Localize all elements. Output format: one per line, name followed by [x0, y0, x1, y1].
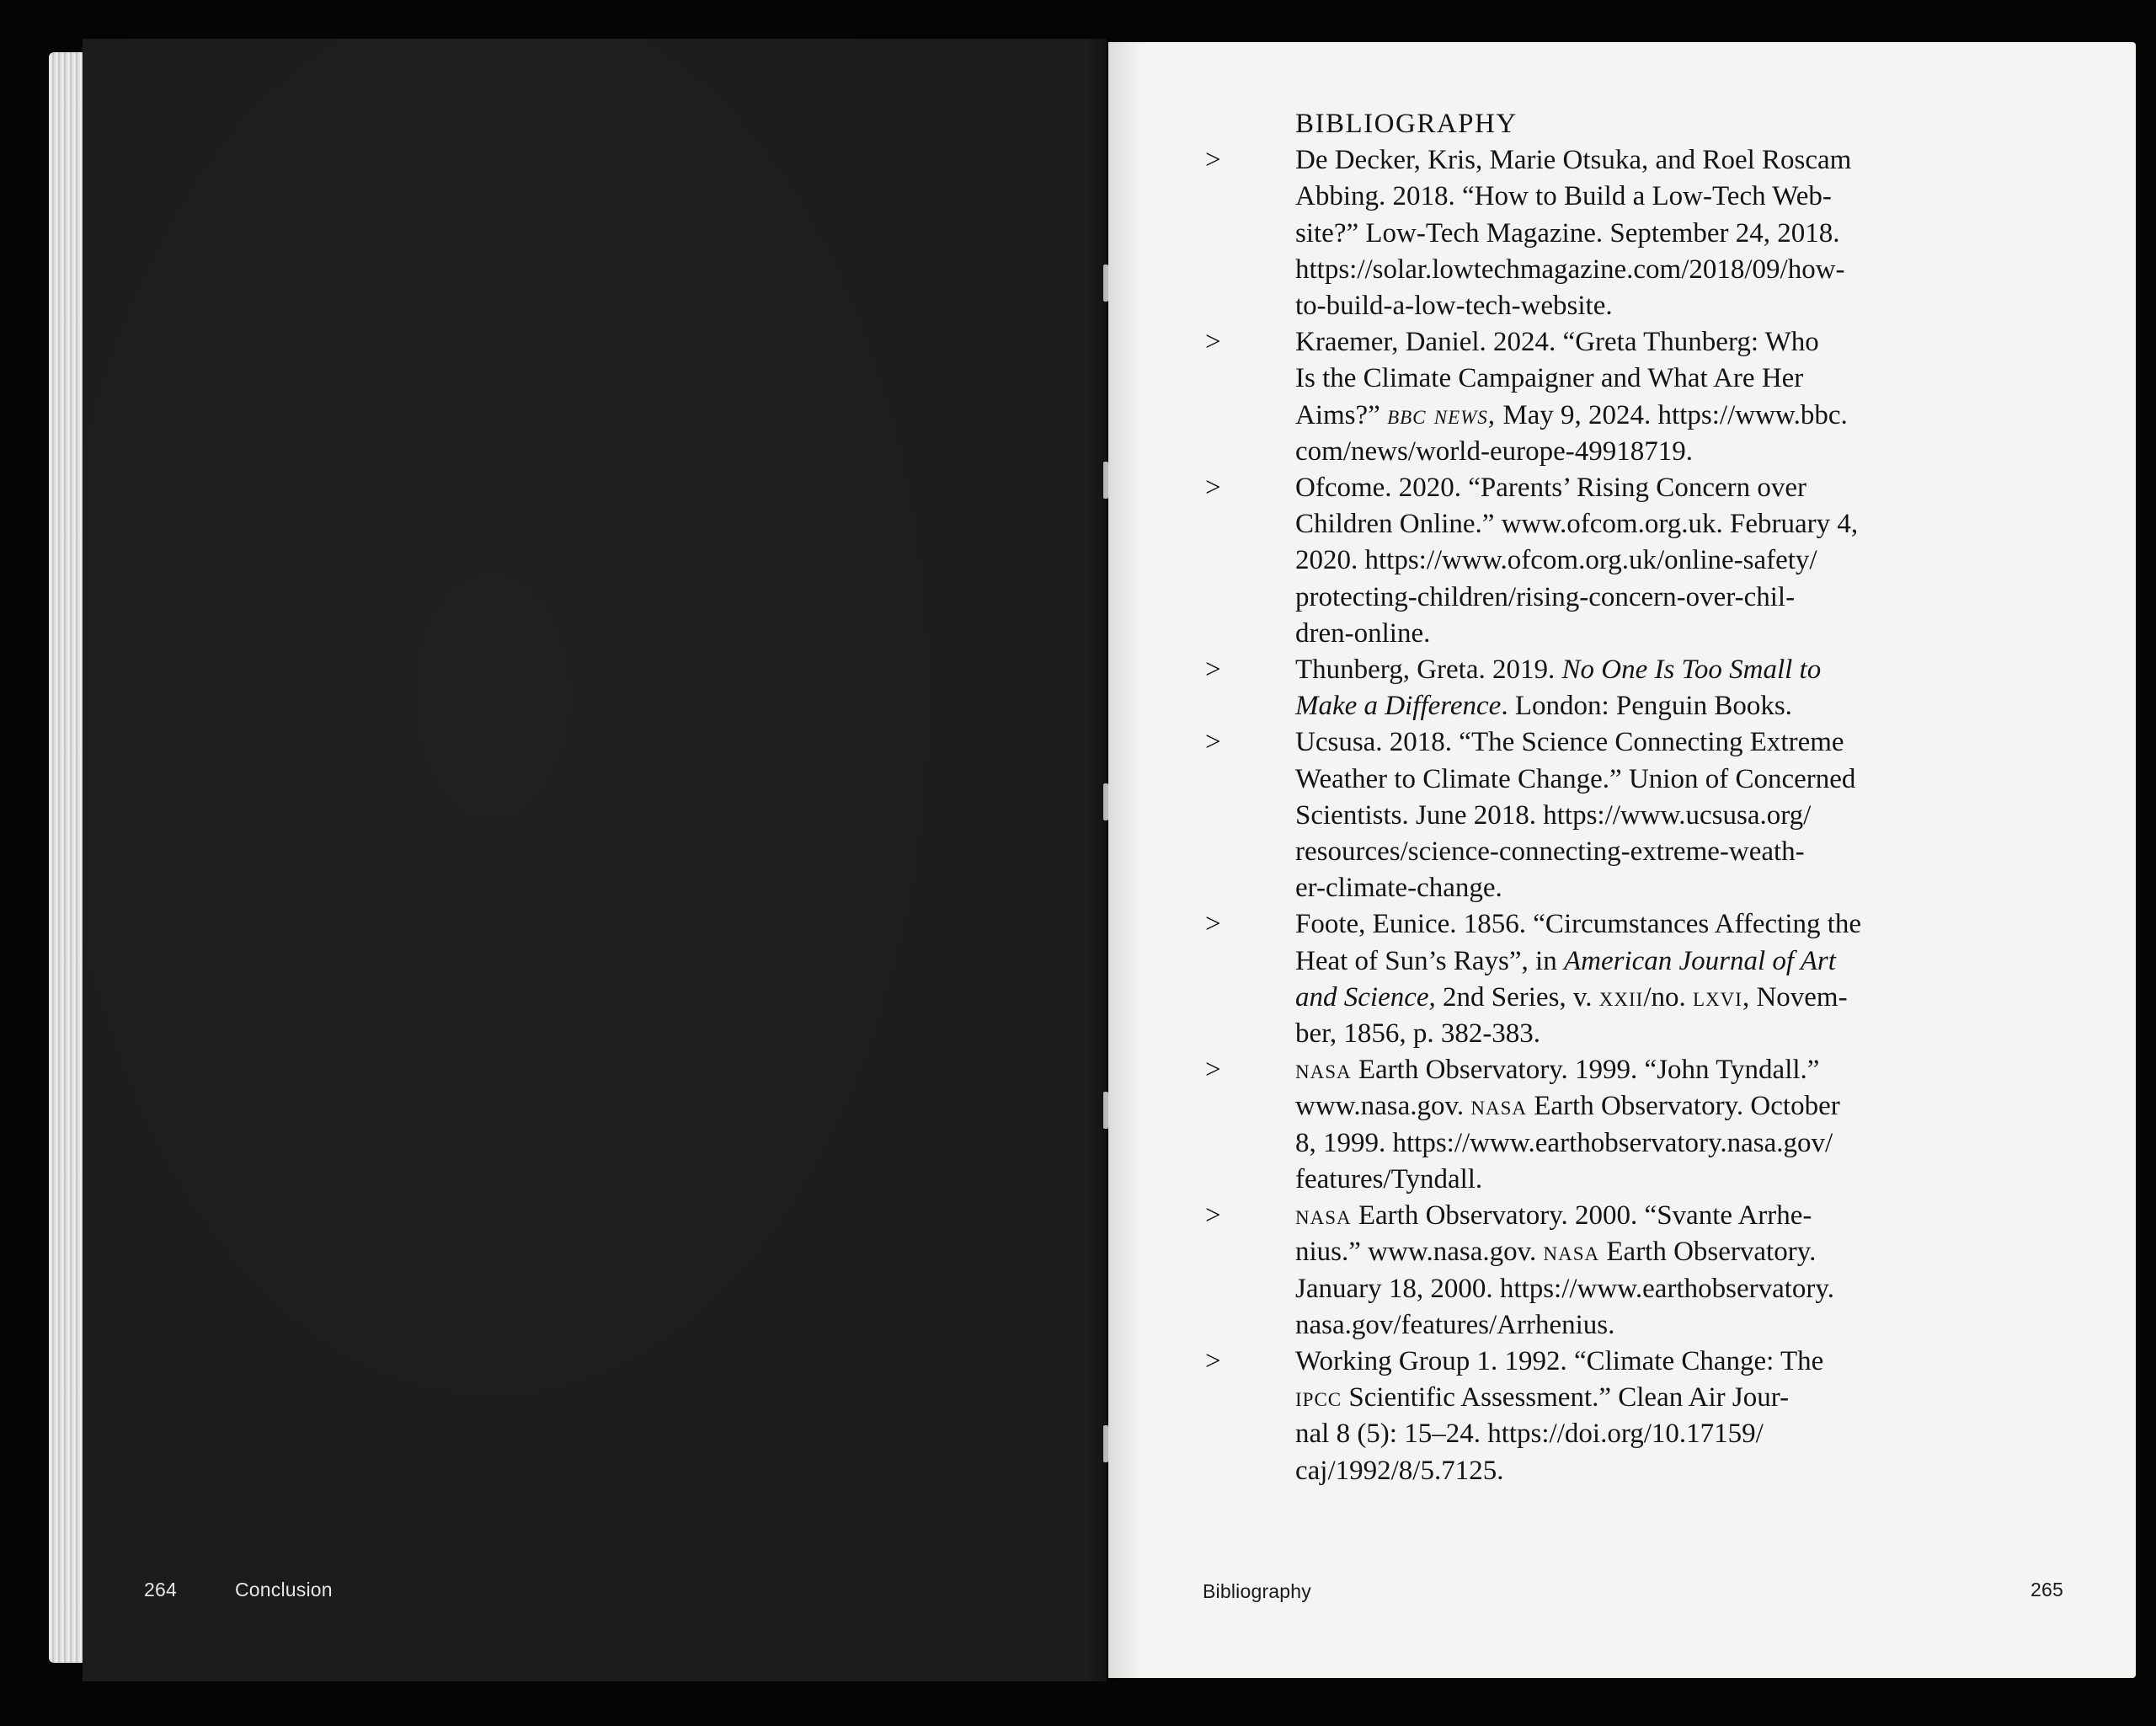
- bibliography-entry: [1205, 470, 1986, 652]
- entry-line: [1295, 398, 1986, 434]
- entry-line: com/news/world-europe-49918719.: [1295, 436, 1693, 467]
- bibliography-entry: [1205, 142, 1986, 324]
- text-run: Earth Observatory. 1999. “John Tyndall.”: [1351, 1055, 1820, 1086]
- small-caps-run: nasa: [1295, 1200, 1352, 1232]
- arrow-marker: >: [1205, 145, 1221, 176]
- bibliography: [1205, 106, 1986, 1489]
- entry-line: [1295, 688, 1986, 724]
- entry-line: https://solar.lowtechmagazine.com/2018/09/how-: [1295, 254, 1845, 285]
- entry-line: Scientists. June 2018. https://www.ucsusa.org/: [1295, 799, 1812, 831]
- entry-line: De Decker, Kris, Marie Otsuka, and Roel Roscam: [1295, 145, 1852, 176]
- left-page-number: 264: [144, 1579, 177, 1600]
- small-caps-run: lxvi: [1693, 981, 1742, 1013]
- arrow-marker: >: [1205, 473, 1221, 504]
- text-run: /no.: [1643, 981, 1693, 1013]
- entry-line: features/Tyndall.: [1295, 1163, 1483, 1194]
- entry-line: [1295, 1088, 1986, 1125]
- left-page: [83, 39, 1107, 1681]
- entry-line: er-climate-change.: [1295, 873, 1502, 904]
- italic-title: bbc news,: [1387, 399, 1497, 430]
- entry-line: resources/science-connecting-extreme-weath-: [1295, 836, 1805, 868]
- bibliography-entry: [1205, 1052, 1986, 1198]
- entry-line: [1295, 652, 1986, 688]
- text-run: Heat of Sun’s Rays”, in: [1295, 945, 1564, 976]
- arrow-marker: >: [1205, 1055, 1221, 1086]
- entry-line: [1295, 980, 1986, 1016]
- bibliography-entry: [1205, 324, 1986, 470]
- text-run: Earth Observatory. October: [1526, 1091, 1840, 1122]
- entry-line: January 18, 2000. https://www.earthobservatory.: [1295, 1273, 1835, 1304]
- italic-title: Make a Difference: [1295, 691, 1502, 722]
- text-run: Aims?”: [1295, 399, 1388, 430]
- arrow-marker: >: [1205, 909, 1221, 940]
- italic-title: American Journal of Art: [1563, 945, 1836, 976]
- text-run: www.nasa.gov.: [1295, 1091, 1471, 1122]
- entry-line: protecting-children/rising-concern-over-chil-: [1295, 581, 1796, 612]
- entry-line: Foote, Eunice. 1856. “Circumstances Affecting the: [1295, 909, 1862, 940]
- entry-line: Children Online.” www.ofcom.org.uk. February 4,: [1295, 509, 1859, 540]
- entry-line: [1295, 1198, 1986, 1234]
- italic-title: No One Is Too Small to: [1561, 655, 1822, 686]
- arrow-marker: >: [1205, 1200, 1221, 1232]
- entry-line: Working Group 1. 1992. “Climate Change: The: [1295, 1345, 1824, 1376]
- text-run: Earth Observatory.: [1599, 1237, 1817, 1268]
- arrow-marker: >: [1205, 1345, 1221, 1376]
- entry-line: caj/1992/8/5.7125.: [1295, 1455, 1504, 1486]
- text-run: nius.” www.nasa.gov.: [1295, 1237, 1544, 1268]
- binding-stitch: [1103, 462, 1108, 499]
- italic-title: and Science,: [1295, 981, 1436, 1013]
- text-run: 2nd Series, v.: [1435, 981, 1599, 1013]
- entry-line: nasa.gov/features/Arrhenius.: [1295, 1309, 1615, 1340]
- entry-line: 2020. https://www.ofcom.org.uk/online-safety/: [1295, 545, 1817, 576]
- text-run: Earth Observatory. 2000. “Svante Arrhe-: [1351, 1200, 1812, 1232]
- text-run: , Novem-: [1742, 981, 1848, 1013]
- small-caps-run: xxii: [1598, 981, 1644, 1013]
- text-run: Scientific Assessment.” Clean Air Jour-: [1342, 1382, 1790, 1413]
- binding-stitch: [1103, 1092, 1108, 1129]
- entry-line: [1295, 943, 1986, 980]
- bibliography-entry: [1205, 1344, 1986, 1489]
- bibliography-entry: [1205, 652, 1986, 724]
- small-caps-run: nasa: [1295, 1055, 1352, 1086]
- entry-line: 8, 1999. https://www.earthobservatory.nasa.gov/: [1295, 1127, 1833, 1158]
- left-section-title: Conclusion: [235, 1579, 333, 1600]
- entry-line: Abbing. 2018. “How to Build a Low-Tech Web-: [1295, 181, 1832, 212]
- entry-line: Kraemer, Daniel. 2024. “Greta Thunberg: Who: [1295, 327, 1819, 358]
- entry-line: [1295, 1052, 1986, 1088]
- text-run: . London: Penguin Books.: [1501, 691, 1792, 722]
- entry-line: dren-online.: [1295, 617, 1431, 649]
- entry-line: to-build-a-low-tech-website.: [1295, 291, 1613, 322]
- entry-line: [1295, 1380, 1986, 1416]
- entry-line: Weather to Climate Change.” Union of Concerned: [1295, 763, 1856, 794]
- binding-stitch: [1103, 783, 1108, 820]
- small-caps-run: nasa: [1543, 1237, 1600, 1268]
- entry-line: Ucsusa. 2018. “The Science Connecting Extreme: [1295, 727, 1844, 758]
- bibliography-heading: BIBLIOGRAPHY: [1295, 109, 1518, 139]
- arrow-marker: >: [1205, 655, 1221, 686]
- small-caps-run: nasa: [1470, 1091, 1527, 1122]
- bibliography-entry: [1205, 906, 1986, 1052]
- entry-line: [1295, 1234, 1986, 1270]
- entry-line: site?” Low-Tech Magazine. September 24, 2018.: [1295, 217, 1840, 248]
- text-run: May 9, 2024. https://www.bbc.: [1496, 399, 1848, 430]
- right-section-title: Bibliography: [1203, 1580, 1311, 1602]
- binding-stitch: [1103, 265, 1108, 302]
- entry-line: ber, 1856, p. 382-383.: [1295, 1018, 1541, 1050]
- entry-line: Ofcome. 2020. “Parents’ Rising Concern over: [1295, 473, 1806, 504]
- bibliography-entry: [1205, 1198, 1986, 1344]
- bibliography-entry: [1205, 724, 1986, 906]
- entry-line: Is the Climate Campaigner and What Are Her: [1295, 363, 1804, 394]
- binding-stitch: [1103, 1425, 1108, 1462]
- text-run: Thunberg, Greta. 2019.: [1295, 655, 1562, 686]
- right-page-number: 265: [2031, 1579, 2063, 1600]
- entry-line: nal 8 (5): 15–24. https://doi.org/10.17159/: [1295, 1419, 1764, 1450]
- arrow-marker: >: [1205, 327, 1221, 358]
- page-edges: [49, 52, 86, 1663]
- small-caps-run: ipcc: [1295, 1382, 1342, 1413]
- arrow-marker: >: [1205, 727, 1221, 758]
